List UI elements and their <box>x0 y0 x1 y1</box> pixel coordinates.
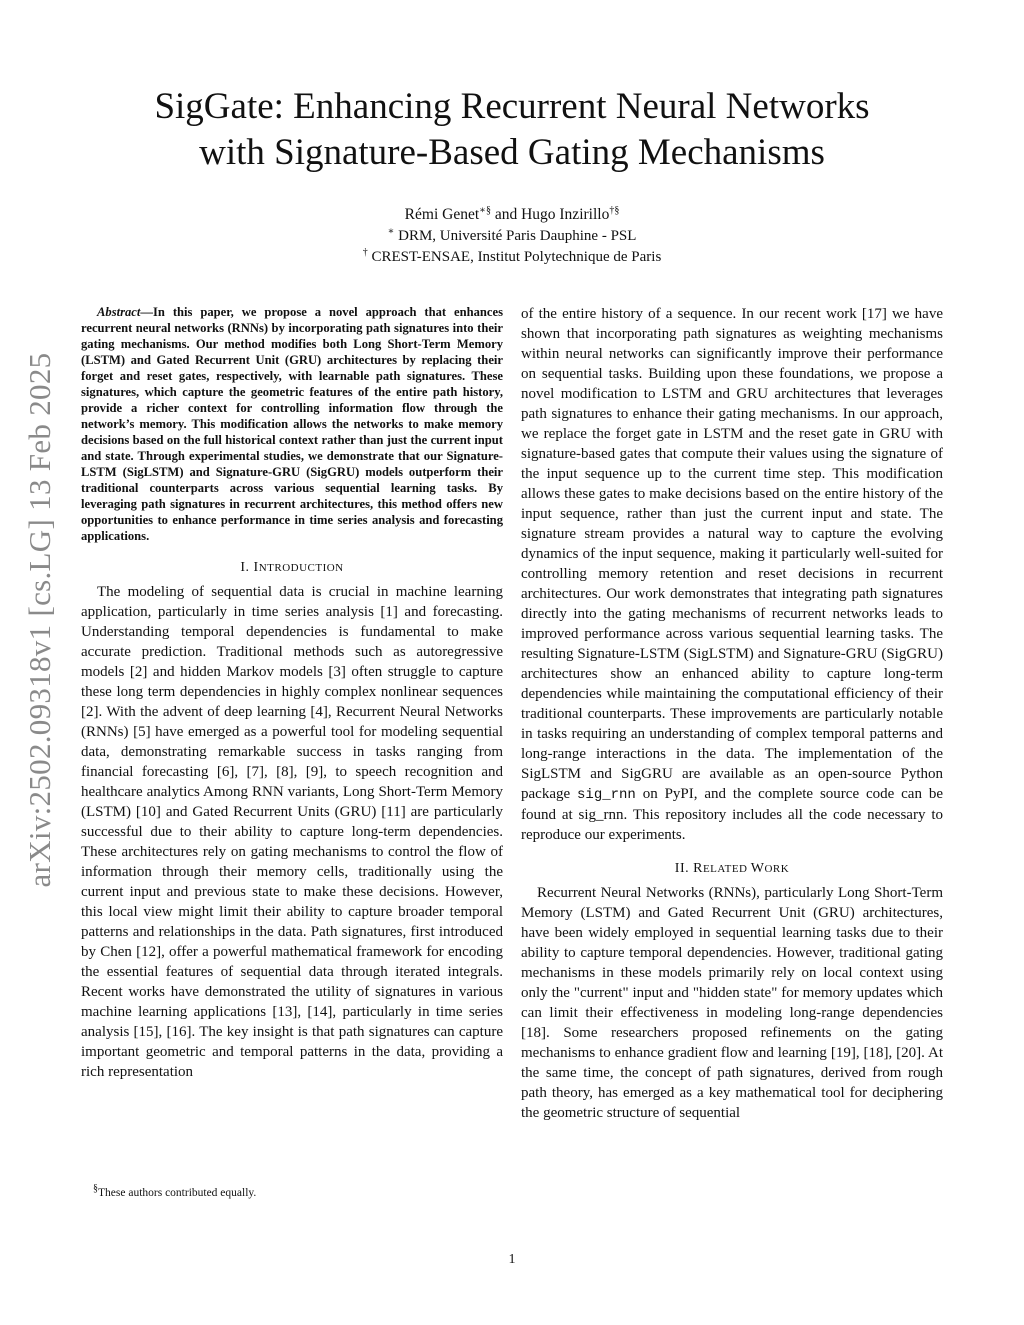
affiliation-1-mark: ∗ <box>387 226 395 237</box>
author-1-marks: ∗§ <box>479 204 491 216</box>
intro-continuation-text-2: on PyPI, and the complete source code can be found at sig_rnn. This repository includes all the code necessary to reproduce our experiments. <box>521 786 943 843</box>
section-2-rest-2: ORK <box>764 863 790 875</box>
title-line-2: with Signature-Based Gating Mechanisms <box>199 132 825 173</box>
author-list <box>0 204 1024 226</box>
abstract-label: Abstract <box>97 305 141 319</box>
section-heading-related-work <box>521 859 943 879</box>
author-conjunction: and <box>490 206 522 223</box>
section-1-initial: I <box>253 560 259 575</box>
footnote <box>81 1183 503 1200</box>
affiliation-2 <box>0 247 1024 268</box>
section-2-numeral: II. <box>674 861 694 876</box>
affiliation-2-text: CREST-ENSAE, Institut Polytechnique de Paris <box>367 249 662 265</box>
section-1-rest: NTRODUCTION <box>258 562 344 574</box>
footnote-mark: § <box>93 1183 98 1195</box>
introduction-continuation-paragraph <box>521 304 943 845</box>
related-work-paragraph: Recurrent Neural Networks (RNNs), particularly Long Short-Term Memory (LSTM) and Gated Recurrent Unit (GRU) architectures, have been widely employed in sequential learning tasks due to their ability to capture temporal dependencies. However, traditional gating mechanisms in these models primarily rely on local context using only the "current" input and "hidden state" for memory updates which can limit their effectiveness in modeling long-range dependencies [18]. Some researchers proposed refinements on the gating mechanisms to enhance gradient flow and learning [19], [18], [20]. At the same time, the concept of path signatures, derived from rough path theory, has emerged as a key mathematical tool for deciphering the geometric structure of sequential <box>521 885 943 1121</box>
section-1-numeral: I. <box>240 560 254 575</box>
title-line-1: SigGate: Enhancing Recurrent Neural Networks <box>154 86 870 127</box>
intro-continuation-text-1: of the entire history of a sequence. In our recent work [17] we have shown that incorporating path signatures as weighting mechanisms within neural networks can significantly improve their performance on sequential tasks. Building upon these foundations, we propose a novel modification to LSTM and GRU architectures that leverages path signatures to enhance their gating mechanisms. In our approach, we replace the forget gate in LSTM and the reset gate in GRU with signature-based gates that compute their values using the signature of the input sequence up to the current time step. This modification allows these gates to make decisions based on the entire history of the input sequence, rather than just the current input and state. The signature stream provides a natural way to capture the evolving dynamics of the input sequence, making it particularly well-suited for controlling memory retention and reset decisions in recurrent architectures. Our work demonstrates that integrating path signatures directly into the gating mechanisms of recurrent networks leads to improved performance across various sequential learning tasks. The resulting Signature-LSTM (SigLSTM) and Signature-GRU (SigGRU) architectures show an enhanced ability to capture long-term dependencies while maintaining the computational efficiency of their traditional counterparts. These improvements are particularly notable in tasks requiring an understanding of complex temporal patterns and long-range interactions in the data. The implementation of the SigLSTM and SigGRU are available as an open-source Python package <box>521 306 943 802</box>
right-column <box>521 304 943 1123</box>
arxiv-id-text: arXiv:2502.09318v1 [cs.LG] 13 Feb 2025 <box>22 352 57 888</box>
arxiv-identifier-stamp <box>20 320 60 920</box>
footnote-text: These authors contributed equally. <box>98 1187 257 1199</box>
author-2-marks: †§ <box>609 204 620 216</box>
section-2-initial-2: W <box>750 861 765 876</box>
left-column <box>81 304 503 1082</box>
introduction-paragraph: The modeling of sequential data is crucial in machine learning application, particularly in time series analysis [1] and forecasting. Understanding temporal dependencies is fundamental to make accurate prediction. Traditional methods such as autoregressive models [2] and hidden Markov models [3] often struggle to capture these long term dependencies in highly complex nonlinear sequences [2]. With the advent of deep learning [4], Recurrent Neural Networks (RNNs) [5] have emerged as a powerful tool for modeling sequential data, demonstrating remarkable success in tasks ranging from financial forecasting [6], [7], [8], [9], to speech recognition and healthcare analytics Among RNN variants, Long Short-Term Memory (LSTM) [10] and Gated Recurrent Units (GRU) [11] are particularly successful due to their ability to capture long-term dependencies. These architectures rely on gating mechanisms to control the flow of information through their memory cells, traditionally using the current input and previous state to make these decisions. However, this local view might limit their ability to capture broader temporal patterns and relationships in the data. Path signatures, first introduced by Chen [12], offer a powerful mathematical framework for encoding the essential features of sequential data through iterated integrals. Recent works have demonstrated the utility of signatures in various machine learning applications [13], [14], particularly in time series analysis [15], [16]. The key insight is that path signatures can capture important geometric and temporal patterns in the data, providing a rich representation <box>81 584 503 1080</box>
affiliation-2-mark: † <box>362 247 368 258</box>
section-2-rest-1: ELATED <box>702 863 751 875</box>
abstract-text: —In this paper, we propose a novel approach that enhances recurrent neural networks (RNNs) by incorporating path signatures into their gating mechanisms. Our method modifies both Long Short-Term Memory (LSTM) and Gated Recurrent Unit (GRU) architectures by replacing their forget and reset gates, respectively, with learnable path signatures. These signatures, which capture the geometric features of the entire path history, provide a richer context for controlling information flow through the network’s memory. This modification allows the networks to make memory decisions based on the full historical context rather than just the current input and state. Through experimental studies, we demonstrate that our Signature-LSTM (SigLSTM) and Signature-GRU (SigGRU) models outperform their traditional counterparts across various sequential learning tasks. By leveraging path signatures in recurrent architectures, this method offers new opportunities to enhance performance in time series analysis and forecasting applications. <box>81 305 503 543</box>
page-number: 1 <box>508 1252 516 1267</box>
package-name-code: sig_rnn <box>577 787 636 803</box>
paper-header <box>0 84 1024 268</box>
affiliation-1-text: DRM, Université Paris Dauphine - PSL <box>394 228 637 244</box>
author-1: Rémi Genet <box>404 206 480 223</box>
abstract <box>81 304 503 544</box>
author-2: Hugo Inzirillo <box>521 206 610 223</box>
section-heading-introduction <box>81 558 503 578</box>
section-2-initial-1: R <box>693 861 703 876</box>
paper-title <box>0 84 1024 176</box>
affiliation-1 <box>0 226 1024 247</box>
